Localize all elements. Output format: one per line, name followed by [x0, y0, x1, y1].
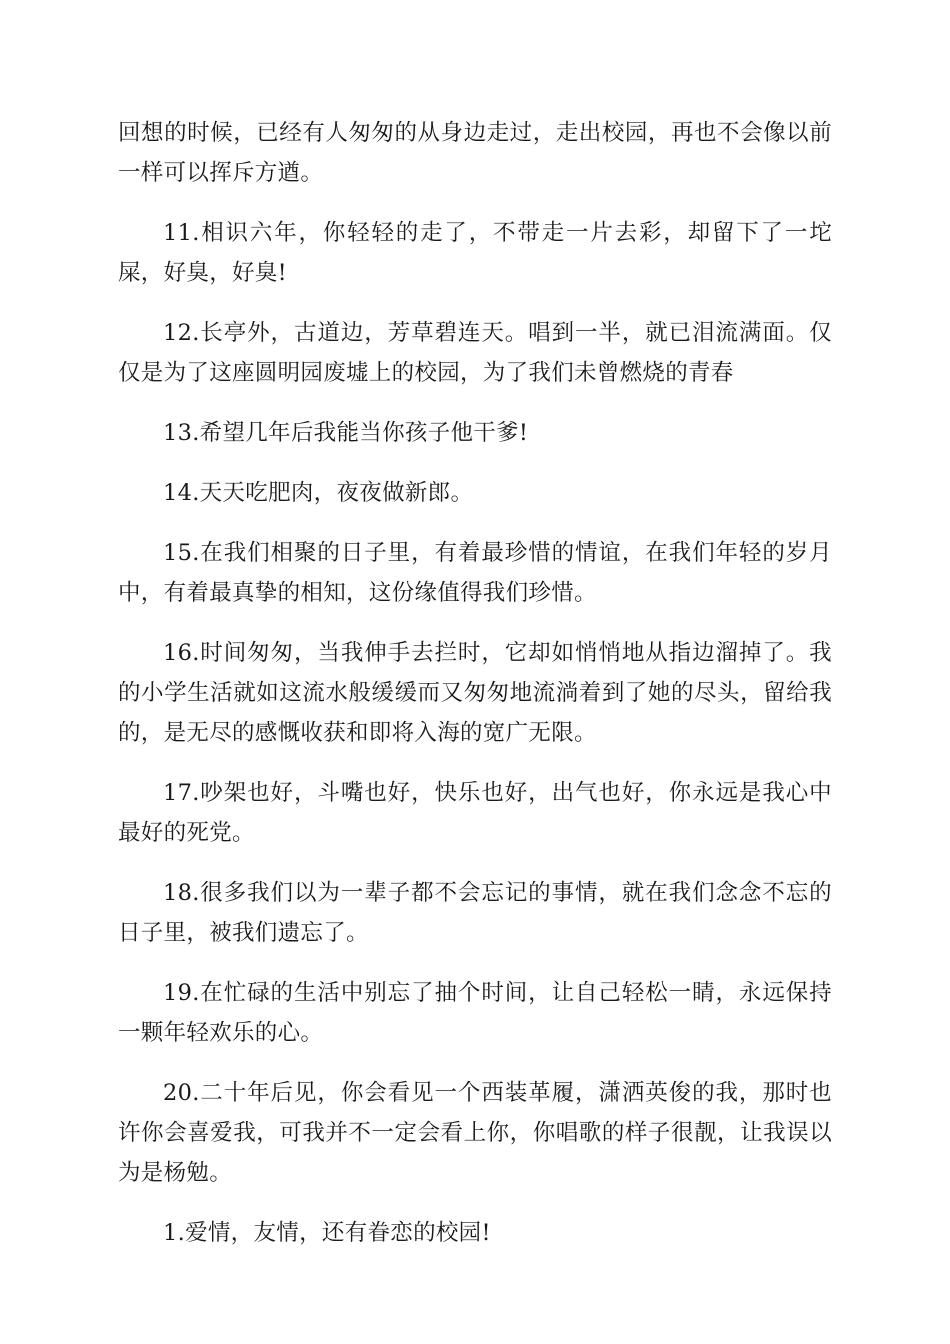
- paragraph-item-1: 1.爱情，友情，还有眷恋的校园!: [163, 1220, 491, 1246]
- paragraph-item-20: 20.二十年后见，你会看见一个西装革履，潇洒英俊的我，那时也许你会喜爱我，可我并不一定会看上你，你唱歌的样子很靓，让我误以为是杨勉。: [118, 1080, 832, 1186]
- document-page: [118, 113, 832, 1273]
- paragraph-item-14: 14.天天吃肥肉，夜夜做新郎。: [163, 480, 474, 506]
- paragraph-item-12: 12.长亭外，古道边，芳草碧连天。唱到一半，就已泪流满面。仅仅是为了这座圆明园废墟上的校园，为了我们未曾燃烧的青春: [118, 320, 832, 386]
- paragraph-item-18: 18.很多我们以为一辈子都不会忘记的事情，就在我们念念不忘的日子里，被我们遗忘了。: [118, 880, 832, 946]
- paragraph-item-16: 16.时间匆匆，当我伸手去拦时，它却如悄悄地从指边溜掉了。我的小学生活就如这流水般缓缓而又匆匆地流淌着到了她的尽头，留给我的，是无尽的感慨收获和即将入海的宽广无限。: [118, 640, 832, 746]
- paragraph-continuation: 回想的时候，已经有人匆匆的从身边走过，走出校园，再也不会像以前一样可以挥斥方遒。: [118, 120, 832, 186]
- paragraph-item-19: 19.在忙碌的生活中别忘了抽个时间，让自己轻松一睛，永远保持一颗年轻欢乐的心。: [118, 980, 832, 1046]
- paragraph-item-11: 11.相识六年，你轻轻的走了，不带走一片去彩，却留下了一坨屎，好臭，好臭!: [118, 220, 832, 286]
- paragraph-item-15: 15.在我们相聚的日子里，有着最珍惜的情谊，在我们年轻的岁月中，有着最真挚的相知，这份缘值得我们珍惜。: [118, 540, 832, 606]
- paragraph-item-17: 17.吵架也好，斗嘴也好，快乐也好，出气也好，你永远是我心中最好的死党。: [118, 780, 832, 846]
- paragraph-item-13: 13.希望几年后我能当你孩子他干爹!: [163, 420, 529, 446]
